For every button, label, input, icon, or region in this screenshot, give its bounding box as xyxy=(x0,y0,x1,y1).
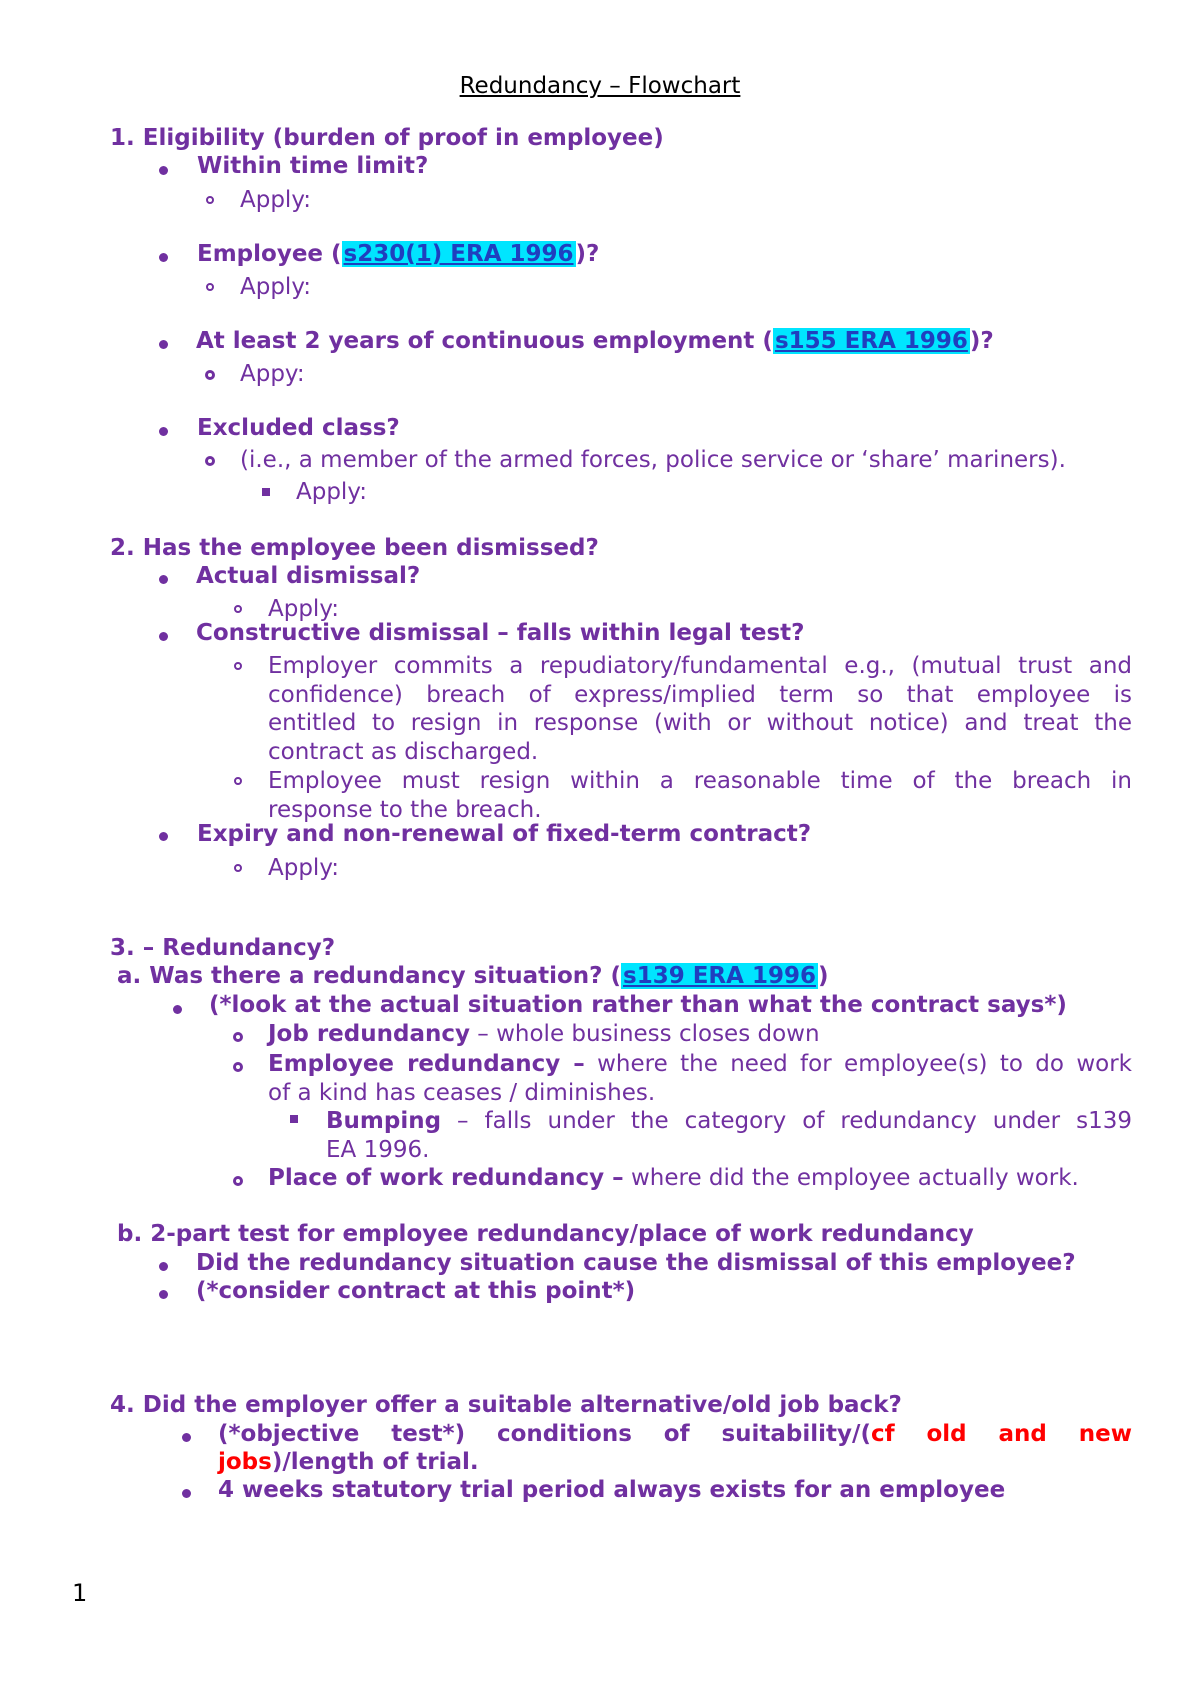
circle-bullet-icon xyxy=(233,1176,243,1186)
job-redundancy: Job redundancy – whole business closes down xyxy=(268,1021,820,1047)
circle-bullet-icon xyxy=(205,456,215,466)
citation-s155[interactable]: s155 ERA 1996 xyxy=(774,328,968,354)
suitability-line2: jobs)/length of trial. xyxy=(218,1449,479,1475)
bullet-icon xyxy=(159,632,168,641)
b-q2: (*consider contract at this point*) xyxy=(196,1278,636,1304)
bullet-icon xyxy=(159,575,168,584)
square-bullet-icon xyxy=(262,488,270,496)
q-two-years: At least 2 years of continuous employment (s155 ERA 1996)? xyxy=(196,328,994,354)
circle-bullet-icon xyxy=(205,370,215,380)
look-note: (*look at the actual situation rather than what the contract says*) xyxy=(209,992,1067,1018)
section3-a: a. Was there a redundancy situation? (s139 ERA 1996) xyxy=(117,963,829,989)
constructive-text-1-line4: contract as discharged. xyxy=(268,739,539,765)
apply-expiry: Apply: xyxy=(268,855,340,881)
circle-bullet-icon xyxy=(234,605,242,613)
constructive-text-1-line3: entitled to resign in response (with or without notice) and treat the xyxy=(268,710,1132,736)
excluded-detail: (i.e., a member of the armed forces, police service or ‘share’ mariners). xyxy=(240,447,1066,473)
bullet-icon xyxy=(159,832,168,841)
circle-bullet-icon xyxy=(234,662,242,670)
bullet-icon xyxy=(159,1290,168,1299)
q-expiry: Expiry and non-renewal of fixed-term contract? xyxy=(197,821,812,847)
q-excluded: Excluded class? xyxy=(197,415,400,441)
circle-bullet-icon xyxy=(233,1032,243,1042)
trial-period: 4 weeks statutory trial period always exists for an employee xyxy=(218,1477,1006,1503)
q-time-limit: Within time limit? xyxy=(197,153,429,179)
bullet-icon xyxy=(159,1262,168,1271)
employee-redundancy-line1: Employee redundancy – where the need for employee(s) to do work xyxy=(268,1051,1132,1077)
suitability-line1: (*objective test*) conditions of suitability/(cf old and new xyxy=(218,1421,1132,1447)
circle-bullet-icon xyxy=(234,777,242,785)
bumping-line1: Bumping – falls under the category of redundancy under s139 xyxy=(326,1108,1132,1134)
circle-bullet-icon xyxy=(206,196,214,204)
section3-heading: 3. – Redundancy? xyxy=(110,935,336,961)
bullet-icon xyxy=(182,1489,191,1498)
place-of-work-redundancy: Place of work redundancy – where did the employee actually work. xyxy=(268,1165,1079,1191)
constructive-text-1-line1: Employer commits a repudiatory/fundamental e.g., (mutual trust and xyxy=(268,653,1132,679)
apply-time-limit: Apply: xyxy=(240,187,312,213)
bullet-icon xyxy=(173,1005,182,1014)
employee-redundancy-line2: of a kind has ceases / diminishes. xyxy=(268,1080,656,1106)
bullet-icon xyxy=(159,427,168,436)
bullet-icon xyxy=(159,166,168,175)
bumping-line2: EA 1996. xyxy=(326,1137,430,1163)
page-title: Redundancy – Flowchart xyxy=(459,73,741,99)
q-constructive: Constructive dismissal – falls within legal test? xyxy=(196,620,805,646)
circle-bullet-icon xyxy=(234,864,242,872)
circle-bullet-icon xyxy=(206,283,214,291)
section4-heading: 4. Did the employer offer a suitable alternative/old job back? xyxy=(110,1392,902,1418)
bullet-icon xyxy=(159,253,168,262)
apply-two-years: Appy: xyxy=(240,361,305,387)
q-actual-dismissal: Actual dismissal? xyxy=(196,563,421,589)
circle-bullet-icon xyxy=(233,1062,243,1072)
section2-heading: 2. Has the employee been dismissed? xyxy=(110,535,599,561)
section3-b: b. 2-part test for employee redundancy/place of work redundancy xyxy=(117,1221,974,1247)
section1-heading: 1. Eligibility (burden of proof in employee) xyxy=(110,125,664,151)
bullet-icon xyxy=(159,340,168,349)
citation-s230[interactable]: s230(1) ERA 1996 xyxy=(343,241,574,267)
apply-actual: Apply: xyxy=(268,596,340,622)
citation-s139[interactable]: s139 ERA 1996 xyxy=(623,963,816,989)
apply-employee: Apply: xyxy=(240,274,312,300)
constructive-text-2-line2: response to the breach. xyxy=(268,797,542,823)
constructive-text-1-line2: confidence) breach of express/implied term so that employee is xyxy=(268,682,1132,708)
page-number: 1 xyxy=(72,1579,88,1607)
b-q1: Did the redundancy situation cause the dismissal of this employee? xyxy=(196,1250,1076,1276)
q-employee: Employee (s230(1) ERA 1996)? xyxy=(197,241,600,267)
bullet-icon xyxy=(182,1433,191,1442)
constructive-text-2-line1: Employee must resign within a reasonable time of the breach in xyxy=(268,768,1132,794)
square-bullet-icon xyxy=(290,1115,298,1123)
apply-excluded: Apply: xyxy=(296,479,368,505)
